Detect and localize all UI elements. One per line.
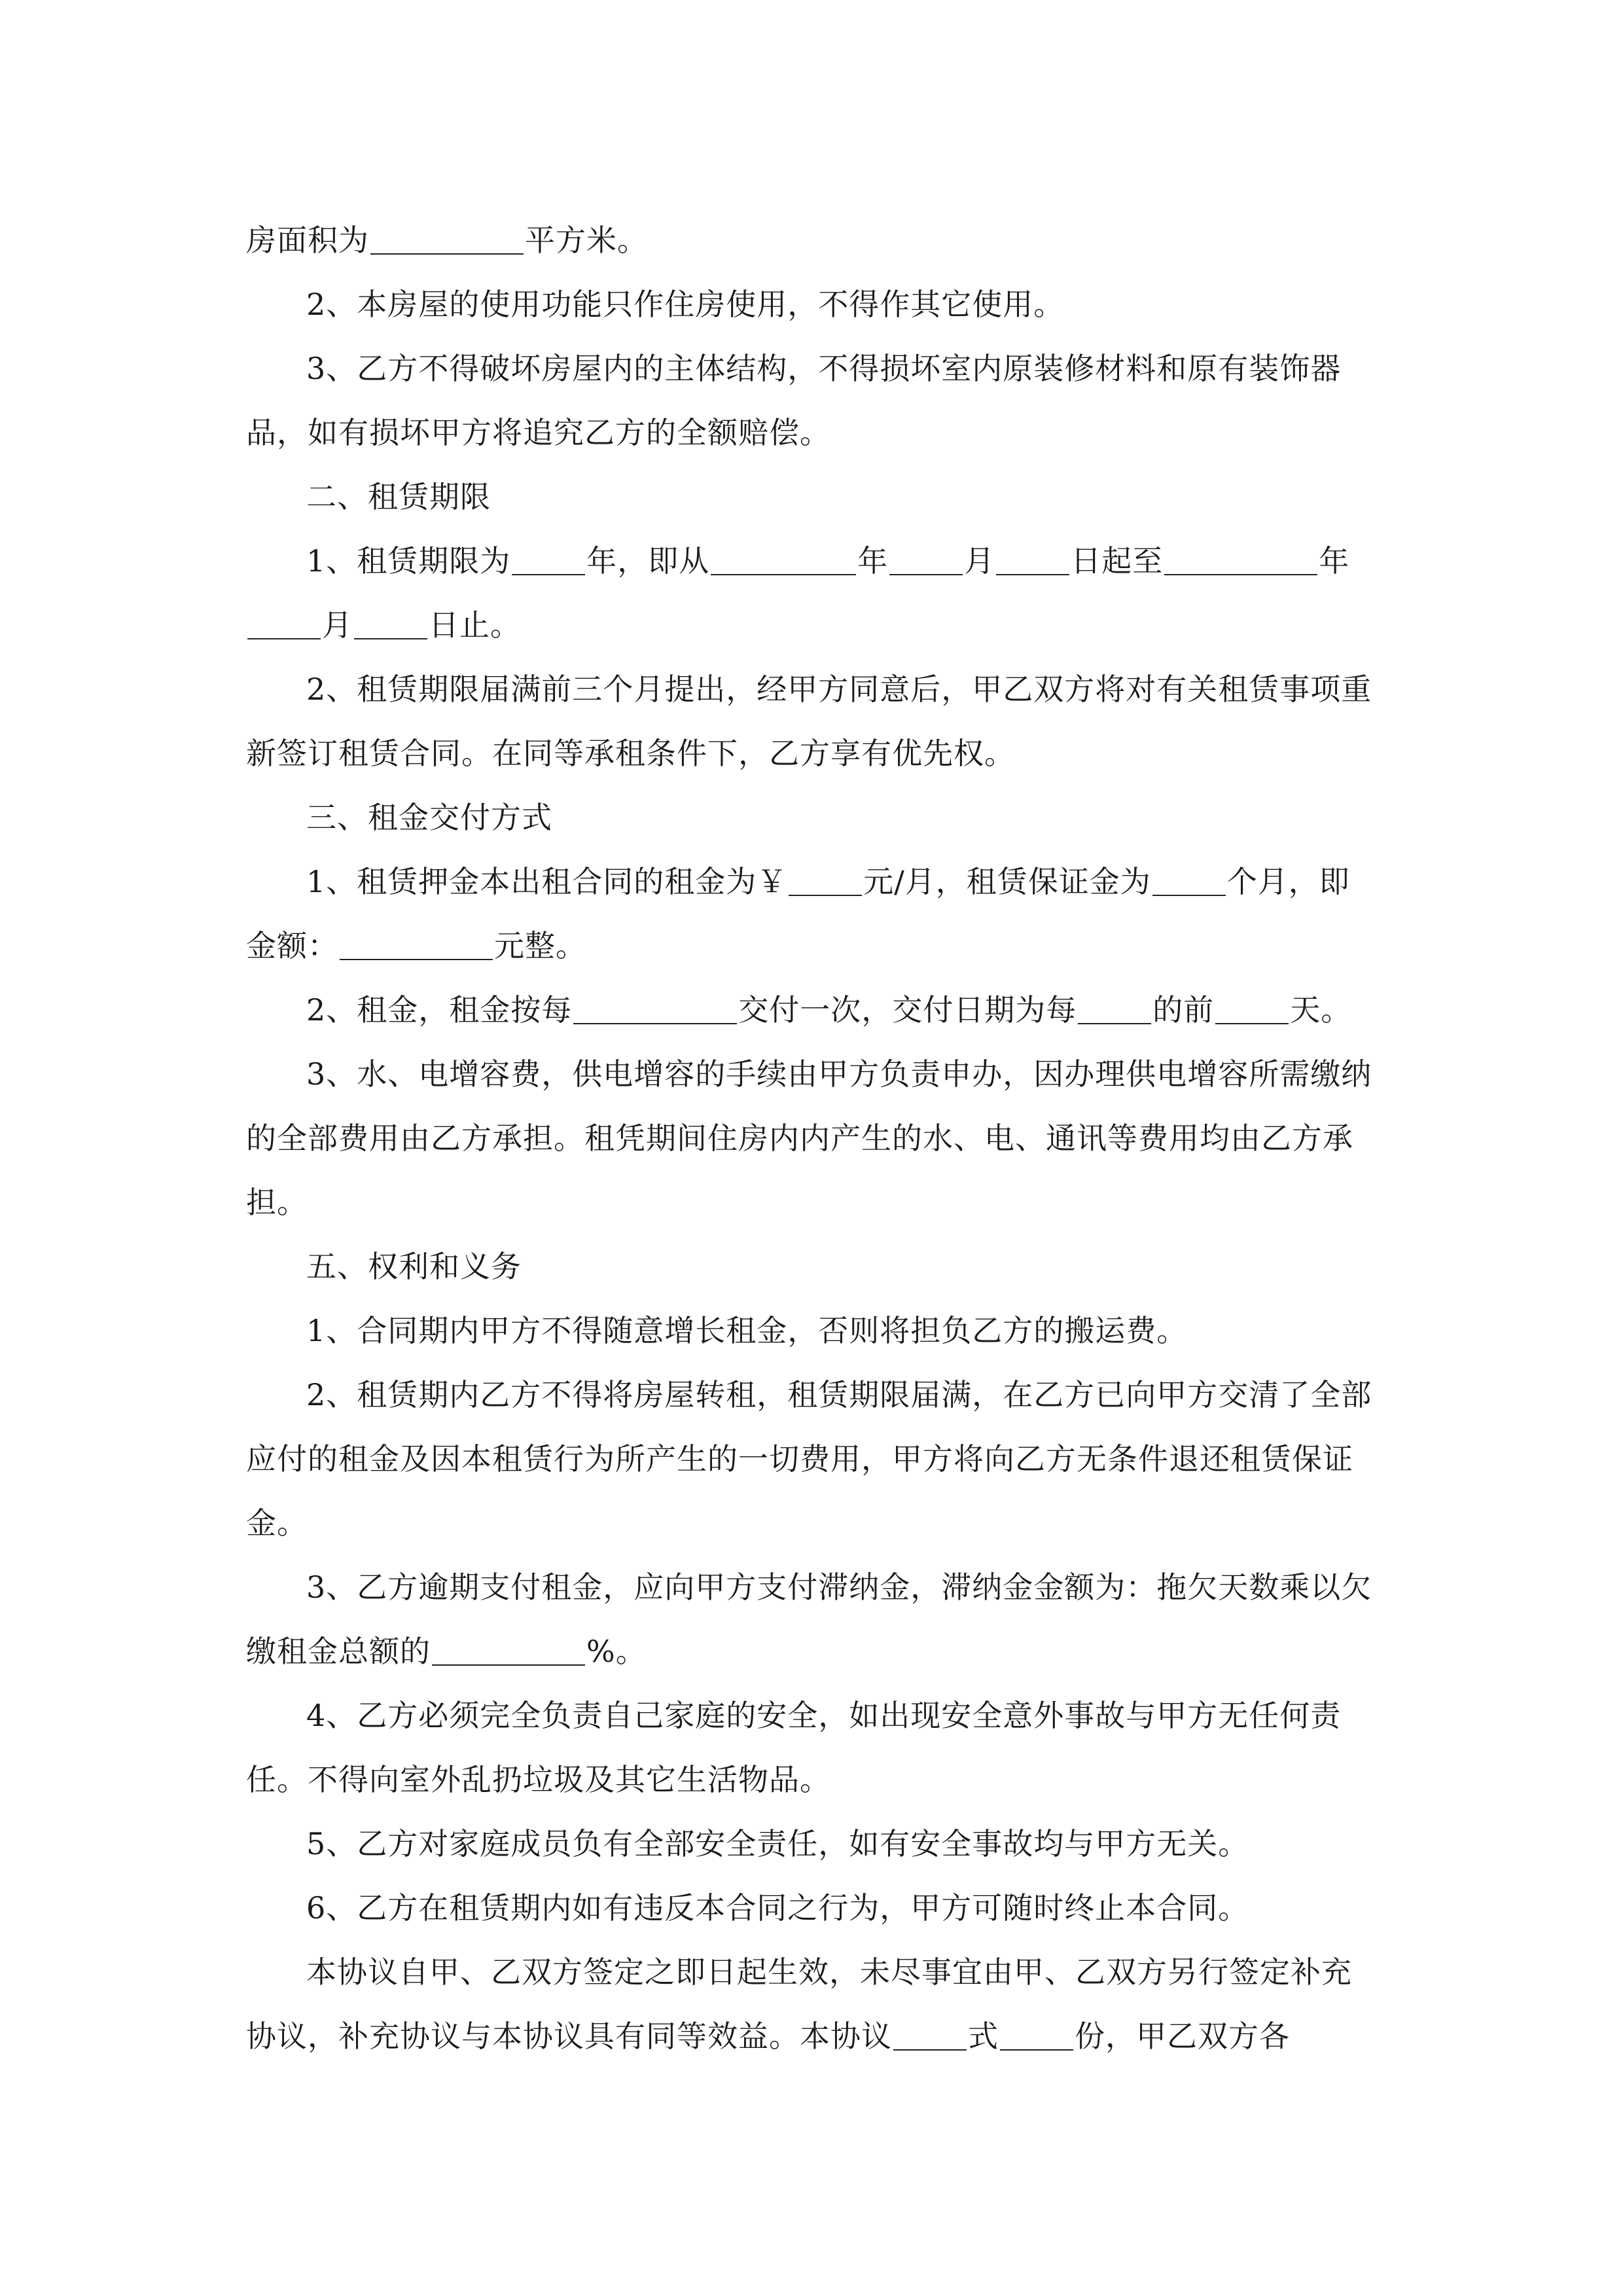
section-heading-payment: 三、租金交付方式 <box>306 800 552 835</box>
text-span: 元整。 <box>494 928 586 963</box>
paragraph-sublet: 2、租赁期内乙方不得将房屋转租，租赁期限届满，在乙方已向甲方交清了全部应付的租金及因本租赁行为所产生的一切费用，甲方将向乙方无条件退还租赁保证金。 <box>246 1377 1372 1541</box>
paragraph-effective <box>246 1940 1378 2068</box>
paragraph-utilities: 3、水、电增容费，供电增容的手续由甲方负责申办，因办理供电增容所需缴纳的全部费用由乙方承担。租凭期间住房内内产生的水、电、通讯等费用均由乙方承担。 <box>246 1056 1372 1220</box>
text-span: 日起至 <box>1071 543 1164 579</box>
text-span: 2、租金，租金按每 <box>306 992 573 1028</box>
blank-field <box>1152 869 1226 896</box>
blank-field <box>247 612 321 639</box>
paragraph-area <box>246 208 1378 272</box>
text-span: 交付一次，交付日期为每 <box>738 992 1077 1028</box>
paragraph-usage: 2、本房屋的使用功能只作住房使用，不得作其它使用。 <box>306 287 1065 322</box>
text-span: 1、租赁期限为 <box>306 543 511 579</box>
blank-field <box>512 548 585 575</box>
paragraph-rent-increase: 1、合同期内甲方不得随意增长租金，否则将担负乙方的搬运费。 <box>306 1313 1188 1348</box>
blank-field <box>889 548 963 575</box>
blank-field <box>789 869 862 896</box>
text-span: 1、租赁押金本出租合同的租金为￥ <box>306 864 788 899</box>
paragraph-safety: 4、乙方必须完全负责自己家庭的安全，如出现安全意外事故与甲方无任何责任。不得向室外乱扔垃圾及其它生活物品。 <box>246 1698 1342 1797</box>
blank-field <box>996 548 1069 575</box>
text-span: 日止。 <box>429 607 521 643</box>
section-heading-lease-term: 二、租赁期限 <box>306 479 491 514</box>
contract-page <box>246 208 1378 2068</box>
text-span: 平方米。 <box>525 223 648 258</box>
paragraph-deposit <box>246 850 1378 978</box>
paragraph-structure: 3、乙方不得破坏房屋内的主体结构，不得损坏室内原装修材料和原有装饰器品，如有损坏甲方将追究乙方的全额赔偿。 <box>246 351 1342 450</box>
blank-field <box>711 548 856 575</box>
blank-field <box>893 2023 967 2051</box>
section-heading-rights: 五、权利和义务 <box>306 1249 522 1284</box>
paragraph-renewal: 2、租赁期限届满前三个月提出，经甲方同意后，甲乙双方将对有关租赁事项重新签订租赁合同。在同等承租条件下，乙方享有优先权。 <box>246 672 1372 771</box>
blank-field <box>370 227 524 255</box>
text-span: 元/月，租赁保证金为 <box>863 864 1151 899</box>
text-span: %。 <box>586 1634 647 1669</box>
blank-field <box>340 933 493 960</box>
text-span: 份，甲乙双方各 <box>1075 2018 1290 2054</box>
text-span: 房面积为 <box>246 223 369 258</box>
paragraph-family-safety: 5、乙方对家庭成员负有全部安全责任，如有安全事故均与甲方无关。 <box>306 1826 1249 1861</box>
blank-field <box>1078 997 1151 1024</box>
paragraph-rent-schedule <box>246 978 1378 1042</box>
text-span: 月 <box>964 543 995 579</box>
text-span: 月 <box>322 607 353 643</box>
text-span: 天。 <box>1290 992 1352 1028</box>
paragraph-late-fee <box>246 1555 1378 1683</box>
paragraph-termination: 6、乙方在租赁期内如有违反本合同之行为，甲方可随时终止本合同。 <box>306 1890 1249 1926</box>
text-span: 的前 <box>1152 992 1215 1028</box>
blank-field <box>354 612 427 639</box>
blank-field <box>1164 548 1317 575</box>
text-span: 式 <box>968 2018 999 2054</box>
blank-field <box>1000 2023 1073 2051</box>
paragraph-lease-period <box>246 529 1378 657</box>
text-span: 年，即从 <box>586 543 710 579</box>
text-span: 个月，即金额： <box>246 864 1350 963</box>
blank-field <box>573 997 737 1024</box>
blank-field <box>432 1638 585 1666</box>
text-span: 3、乙方逾期支付租金，应向甲方支付滞纳金，滞纳金金额为：拖欠天数乘以欠缴租金总额的 <box>246 1570 1372 1669</box>
text-span: 本协议自甲、乙双方签定之即日起生效，未尽事宜由甲、乙双方另行签定补充协议，补充协议与本协议具有同等效益。本协议 <box>246 1954 1352 2054</box>
text-span: 年 <box>857 543 889 579</box>
blank-field <box>1215 997 1289 1024</box>
text-span: 年 <box>1319 543 1350 579</box>
